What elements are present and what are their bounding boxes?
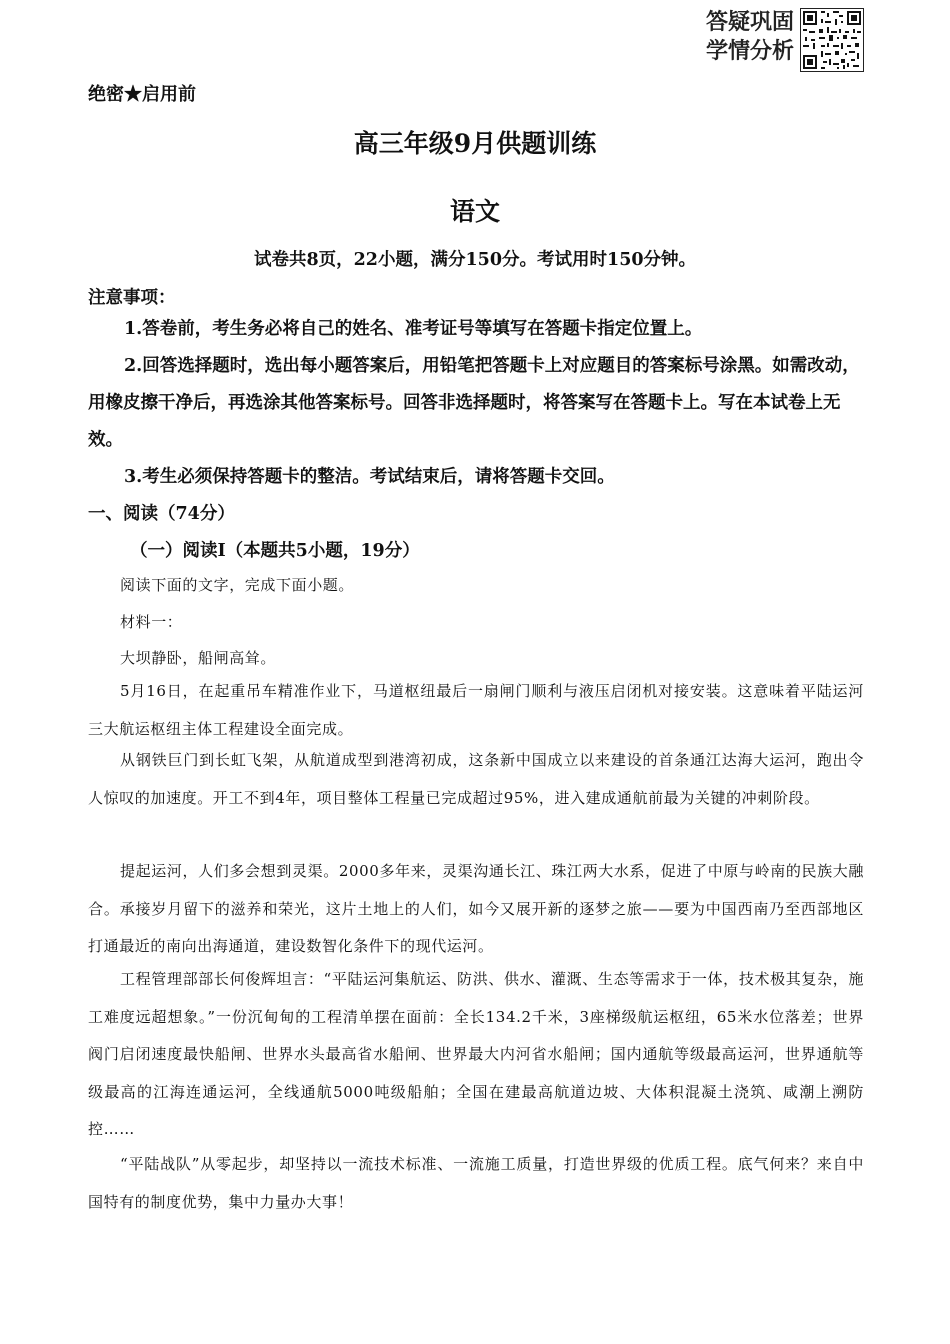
notice-item-3: 3.考生必须保持答题卡的整洁。考试结束后，请将答题卡交回。 [124, 467, 615, 487]
material-label: 材料一： [120, 613, 183, 631]
badge-line-1: 答疑巩固 [705, 10, 794, 35]
passage-instruction: 阅读下面的文字，完成下面小题。 [120, 576, 355, 594]
exam-info: 试卷共8页，22小题，满分150分。考试用时150分钟。 [253, 250, 697, 270]
passage-paragraph: 从钢铁巨门到长虹飞架，从航道成型到港湾初成，这条新中国成立以来建设的首条通江达海大运河，跑出令人惊叹的加速度。开工不到4年，项目整体工程量已完成超过95%，进入建成通航前最为关键的冲刺阶段。 [88, 751, 864, 807]
section-heading: 一、阅读（74分） [88, 504, 235, 524]
passage-paragraph: 提起运河，人们多会想到灵渠。2000多年来，灵渠沟通长江、珠江两大水系，促进了中原与岭南的民族大融合。承接岁月留下的滋养和荣光，这片土地上的人们，如今又展开新的逐梦之旅——要为中国西南乃至西部地区打通最近的南向出海通道，建设数智化条件下的现代运河。 [88, 862, 864, 955]
qr-code-icon[interactable] [800, 8, 864, 72]
passage-paragraph: 工程管理部部长何俊辉坦言：“平陆运河集航运、防洪、供水、灌溉、生态等需求于一体，技术极其复杂，施工难度远超想象。”一份沉甸甸的工程清单摆在面前：全长134.2千米，3座梯级航运枢纽，65米水位落差；世界阀门启闭速度最快船闸、世界水头最高省水船闸、世界最大内河省水船闸；国内通航等级最高运河，世界通航等级最高的江海连通运河，全线通航5000吨级船舶；全国在建最高航道边坡、大体积混凝土浇筑、咸潮上溯防控…… [88, 970, 864, 1138]
exam-subject: 语文 [449, 197, 500, 226]
passage-paragraph: 5月16日，在起重吊车精准作业下，马道枢纽最后一扇闸门顺利与液压启闭机对接安装。这意味着平陆运河三大航运枢纽主体工程建设全面完成。 [88, 682, 864, 738]
notice-item-1: 1.答卷前，考生务必将自己的姓名、准考证号等填写在答题卡指定位置上。 [124, 319, 703, 339]
passage-paragraph: “平陆战队”从零起步，却坚持以一流技术标准、一流施工质量，打造世界级的优质工程。底气何来？来自中国特有的制度优势，集中力量办大事！ [88, 1155, 864, 1211]
exam-title: 高三年级9月供题训练 [353, 129, 597, 158]
confidential-label: 绝密★启用前 [88, 84, 196, 105]
subsection-heading: （一）阅读Ⅰ（本题共5小题，19分） [130, 541, 420, 561]
passage-paragraph: 大坝静卧，船闸高耸。 [120, 649, 277, 667]
notice-item-2: 2.回答选择题时，选出每小题答案后，用铅笔把答题卡上对应题目的答案标号涂黑。如需改动，用橡皮擦干净后，再选涂其他答案标号。回答非选择题时，将答案写在答题卡上。写在本试卷上无效。 [88, 356, 860, 450]
notice-heading: 注意事项： [88, 288, 176, 308]
badge-line-2: 学情分析 [705, 39, 794, 64]
qa-badge[interactable] [706, 8, 864, 72]
badge-text [706, 8, 794, 66]
